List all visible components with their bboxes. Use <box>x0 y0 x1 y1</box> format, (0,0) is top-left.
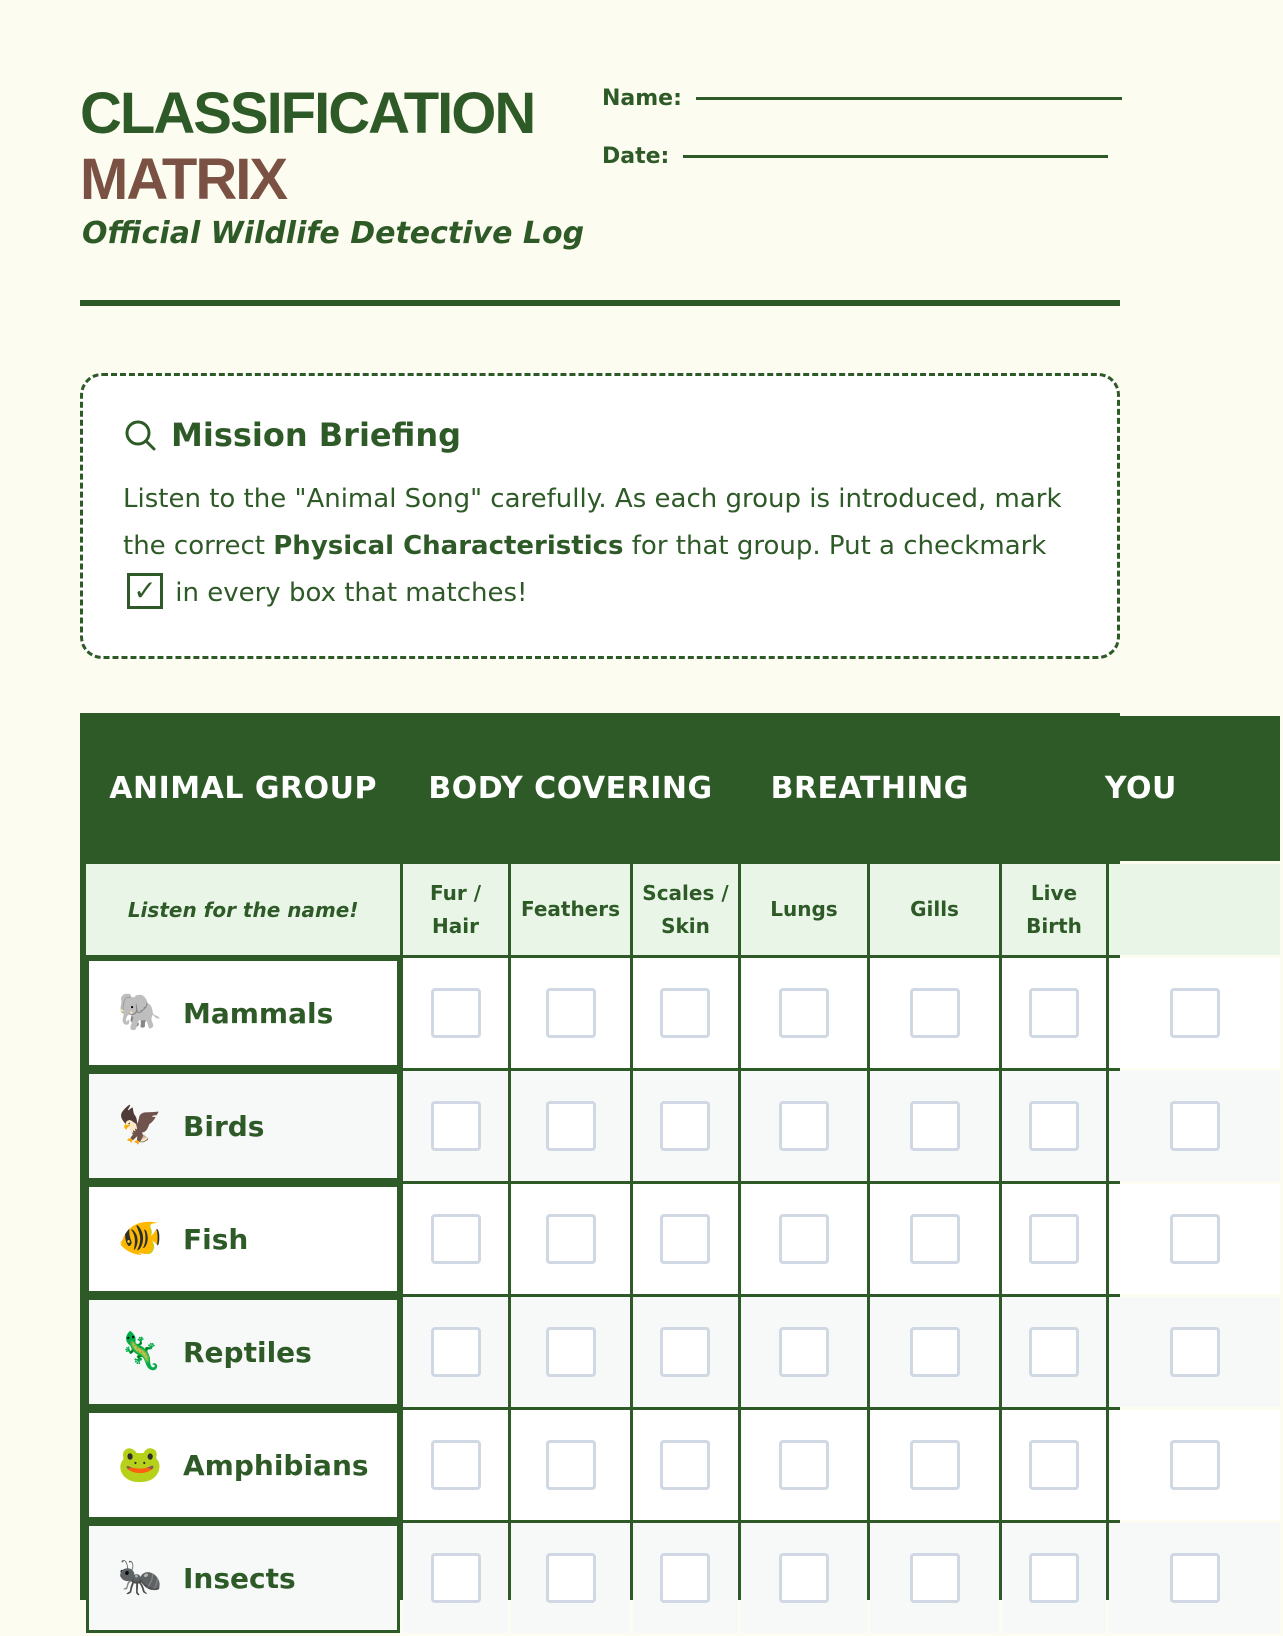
checkbox-fish-scales-skin[interactable] <box>660 1214 710 1264</box>
row-label-birds <box>86 1071 400 1181</box>
classification-matrix <box>80 713 1177 1600</box>
page-subtitle: Official Wildlife Detective Log <box>82 216 585 251</box>
animal-name: Fish <box>183 1222 249 1256</box>
checkbox-reptiles-extra[interactable] <box>1170 1327 1220 1377</box>
row-label-fish <box>86 1184 400 1294</box>
group-header-body-covering: BODY COVERING <box>403 716 737 861</box>
checkbox-amphibians-feathers[interactable] <box>546 1440 596 1490</box>
table-row-fish <box>86 1184 1280 1294</box>
elephant-icon: 🐘 <box>117 992 163 1033</box>
checkbox-reptiles-lungs[interactable] <box>779 1327 829 1377</box>
matrix-table <box>83 713 1283 1636</box>
subheader-row <box>86 864 1280 955</box>
checkbox-fish-extra[interactable] <box>1170 1214 1220 1264</box>
group-header-row <box>86 716 1280 861</box>
checkbox-mammals-fur-hair[interactable] <box>431 988 481 1038</box>
subheader-gills: Gills <box>870 864 999 955</box>
briefing-text-part3: in every box that matches! <box>167 578 528 608</box>
row-label-amphibians <box>86 1410 400 1520</box>
checkbox-fish-gills[interactable] <box>910 1214 960 1264</box>
checkbox-fish-feathers[interactable] <box>546 1214 596 1264</box>
page-header <box>80 82 1120 312</box>
checkbox-birds-feathers[interactable] <box>546 1101 596 1151</box>
checkbox-mammals-extra[interactable] <box>1170 988 1220 1038</box>
checkbox-insects-live-birth[interactable] <box>1029 1553 1079 1603</box>
row-label-mammals <box>86 958 400 1068</box>
checkbox-amphibians-gills[interactable] <box>910 1440 960 1490</box>
checkbox-amphibians-scales-skin[interactable] <box>660 1440 710 1490</box>
checkbox-fish-fur-hair[interactable] <box>431 1214 481 1264</box>
subheader-scales-skin: Scales / Skin <box>633 864 737 955</box>
checkbox-insects-gills[interactable] <box>910 1553 960 1603</box>
checkbox-reptiles-feathers[interactable] <box>546 1327 596 1377</box>
ant-icon: 🐜 <box>117 1557 163 1598</box>
date-line[interactable] <box>683 155 1108 158</box>
group-header-breathing: BREATHING <box>741 716 999 861</box>
subheader-lungs: Lungs <box>741 864 868 955</box>
briefing-text-part1: Listen to the "Animal Song" carefully. As each group is introduced, mark the correct <box>123 484 1062 561</box>
frog-icon: 🐸 <box>117 1444 163 1485</box>
animal-name: Amphibians <box>183 1448 369 1482</box>
checkbox-mammals-lungs[interactable] <box>779 988 829 1038</box>
checkbox-mammals-gills[interactable] <box>910 988 960 1038</box>
checkbox-insects-lungs[interactable] <box>779 1553 829 1603</box>
briefing-heading <box>123 416 1077 454</box>
checkbox-reptiles-live-birth[interactable] <box>1029 1327 1079 1377</box>
table-row-mammals <box>86 958 1280 1068</box>
group-header-young: YOU <box>1002 716 1280 861</box>
header-divider <box>80 300 1120 306</box>
page-title-line2: MATRIX <box>80 147 287 212</box>
checkbox-insects-scales-skin[interactable] <box>660 1553 710 1603</box>
checkbox-insects-extra[interactable] <box>1170 1553 1220 1603</box>
checkbox-fish-lungs[interactable] <box>779 1214 829 1264</box>
checkbox-amphibians-live-birth[interactable] <box>1029 1440 1079 1490</box>
subheader-feathers: Feathers <box>511 864 631 955</box>
checkbox-mammals-scales-skin[interactable] <box>660 988 710 1038</box>
checkbox-insects-feathers[interactable] <box>546 1553 596 1603</box>
date-field[interactable] <box>602 144 1108 169</box>
lizard-icon: 🦎 <box>117 1331 163 1372</box>
table-row-birds <box>86 1071 1280 1181</box>
checkbox-mammals-live-birth[interactable] <box>1029 988 1079 1038</box>
checkbox-mammals-feathers[interactable] <box>546 988 596 1038</box>
checkbox-birds-lungs[interactable] <box>779 1101 829 1151</box>
checkbox-amphibians-fur-hair[interactable] <box>431 1440 481 1490</box>
subheader-hint: Listen for the name! <box>86 864 400 955</box>
checkbox-reptiles-scales-skin[interactable] <box>660 1327 710 1377</box>
checkmark-icon: ✓ <box>127 573 163 609</box>
animal-name: Mammals <box>183 996 334 1030</box>
briefing-text <box>123 476 1077 617</box>
row-label-insects <box>86 1523 400 1633</box>
animal-name: Reptiles <box>183 1335 312 1369</box>
group-header-animal: ANIMAL GROUP <box>86 716 400 861</box>
mission-briefing-box <box>80 373 1120 659</box>
name-line[interactable] <box>696 97 1122 100</box>
checkbox-amphibians-extra[interactable] <box>1170 1440 1220 1490</box>
checkbox-reptiles-gills[interactable] <box>910 1327 960 1377</box>
checkbox-birds-scales-skin[interactable] <box>660 1101 710 1151</box>
checkbox-reptiles-fur-hair[interactable] <box>431 1327 481 1377</box>
name-label: Name: <box>602 86 682 111</box>
table-row-amphibians <box>86 1410 1280 1520</box>
subheader-live-birth: Live Birth <box>1002 864 1106 955</box>
briefing-text-bold: Physical Characteristics <box>273 531 624 561</box>
eagle-icon: 🦅 <box>117 1105 163 1146</box>
subheader-fur-hair: Fur / Hair <box>403 864 507 955</box>
checkbox-birds-fur-hair[interactable] <box>431 1101 481 1151</box>
date-label: Date: <box>602 144 670 169</box>
checkbox-amphibians-lungs[interactable] <box>779 1440 829 1490</box>
table-row-insects <box>86 1523 1280 1633</box>
checkbox-insects-fur-hair[interactable] <box>431 1553 481 1603</box>
fish-icon: 🐠 <box>117 1218 163 1259</box>
checkbox-fish-live-birth[interactable] <box>1029 1214 1079 1264</box>
page-title-line1: CLASSIFICATION <box>80 81 535 146</box>
checkbox-birds-gills[interactable] <box>910 1101 960 1151</box>
animal-name: Birds <box>183 1109 265 1143</box>
search-icon <box>123 418 157 452</box>
briefing-title: Mission Briefing <box>171 416 462 454</box>
table-row-reptiles <box>86 1297 1280 1407</box>
name-field[interactable] <box>602 86 1122 111</box>
row-label-reptiles <box>86 1297 400 1407</box>
checkbox-birds-live-birth[interactable] <box>1029 1101 1079 1151</box>
briefing-text-part2: for that group. Put a checkmark <box>623 531 1047 561</box>
animal-name: Insects <box>183 1561 296 1595</box>
checkbox-birds-extra[interactable] <box>1170 1101 1220 1151</box>
subheader-extra <box>1109 864 1280 955</box>
